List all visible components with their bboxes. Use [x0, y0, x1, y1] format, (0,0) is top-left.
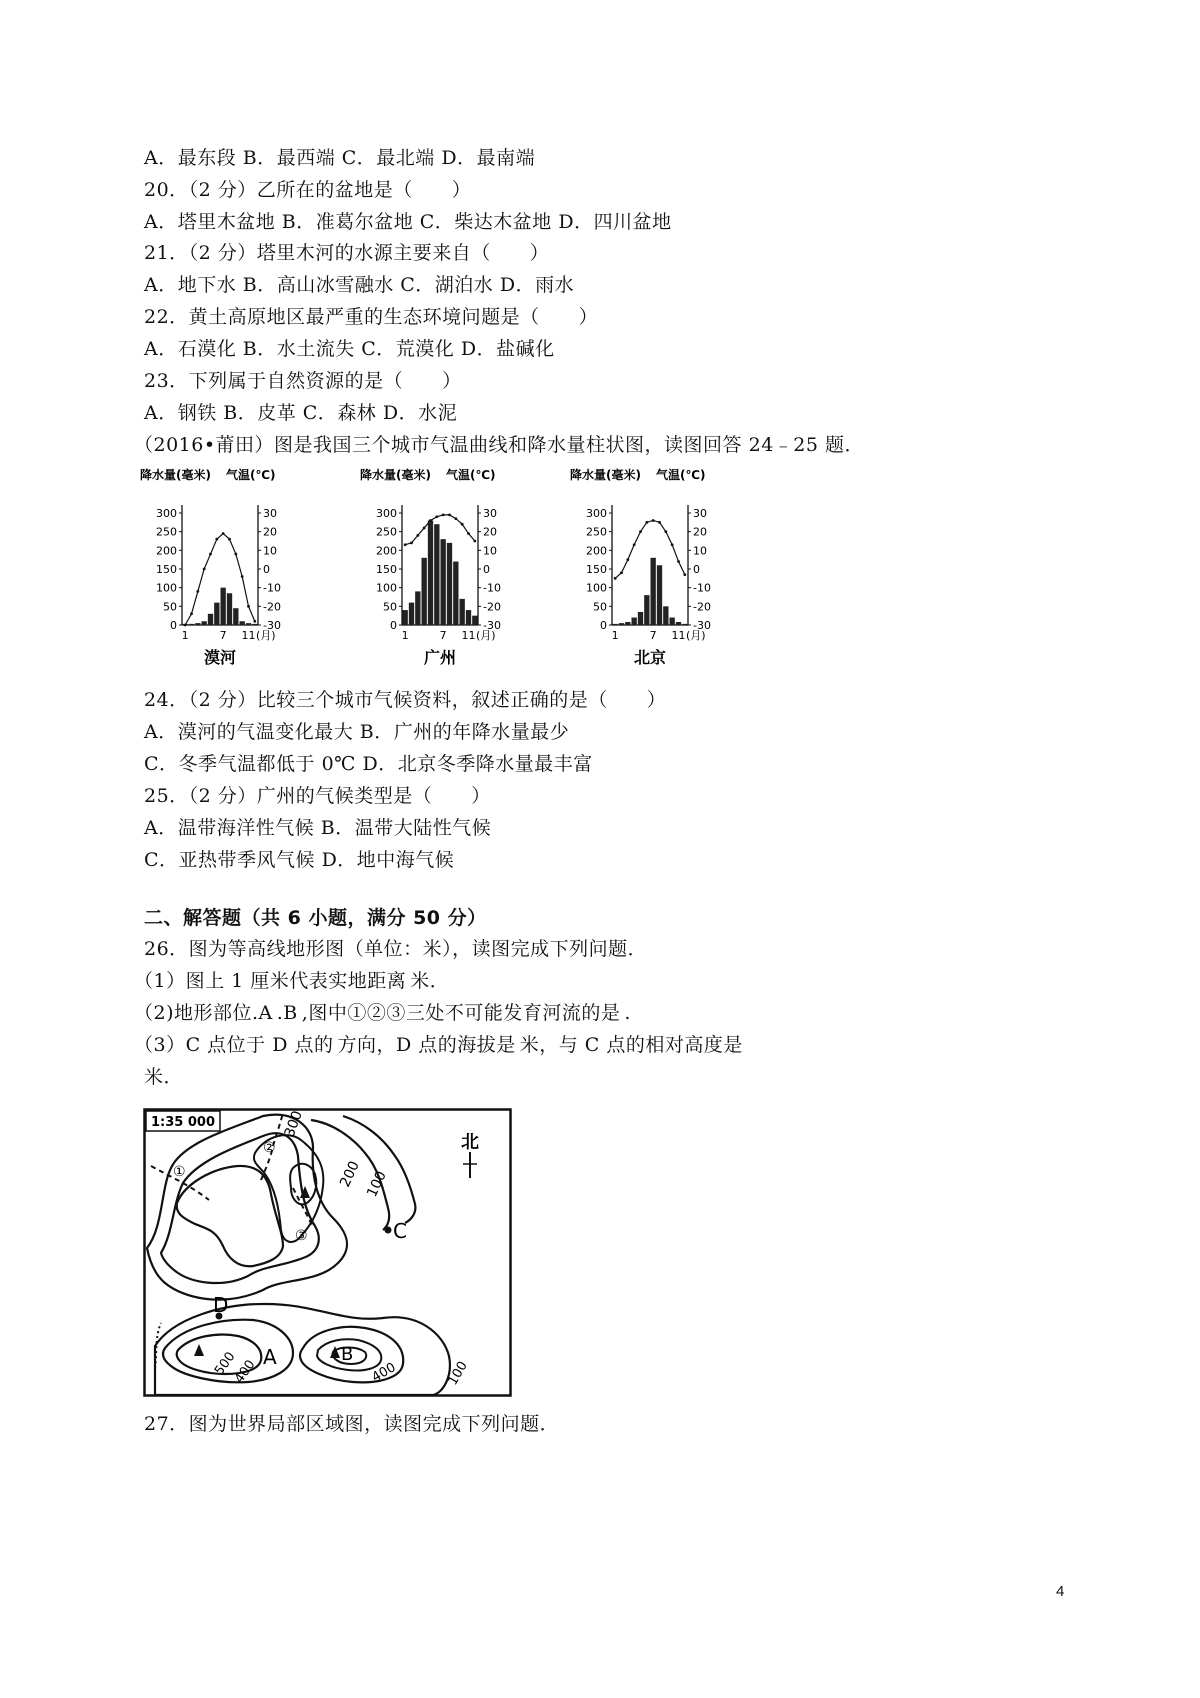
temp-tick-label: -10 [483, 581, 501, 595]
temp-point [253, 620, 256, 623]
city-name-label: 北京 [633, 648, 667, 667]
point-b-label: B [341, 1344, 354, 1365]
precip-bar [240, 621, 245, 625]
label-200: 200 [337, 1158, 363, 1190]
temp-point [664, 530, 667, 533]
temp-point [234, 553, 237, 556]
precip-bar [428, 520, 433, 625]
circled-one: ① [173, 1164, 186, 1180]
precip-tick-label: 50 [593, 600, 607, 614]
q21: 21．（2 分）塔里木河的水源主要来自（ ） [144, 242, 550, 264]
city-name-label: 漠河 [203, 648, 237, 667]
month-unit-label: (月) [476, 629, 496, 642]
precip-bar [682, 624, 687, 625]
precip-tick-label: 0 [600, 619, 607, 632]
circled-two: ② [263, 1140, 276, 1156]
temp-point [184, 624, 187, 627]
temp-point [442, 513, 445, 516]
precip-bar [460, 599, 465, 625]
q22: 22．黄土高原地区最严重的生态环境问题是（ ） [144, 306, 599, 328]
precip-bar [619, 623, 624, 625]
q26-3-unit: 米． [144, 1066, 184, 1088]
temp-tick-label: -20 [263, 600, 281, 614]
precip-bar [409, 603, 414, 625]
temp-tick-label: 10 [483, 544, 497, 558]
temp-tick-label: 20 [483, 525, 497, 539]
temp-point [633, 543, 636, 546]
q22-options: A．石漠化 B．水土流失 C．荒漠化 D．盐碱化 [144, 338, 555, 360]
q26-3-text-c: 米，与 C 点的相对高度是 [519, 1034, 743, 1056]
temp-tick-label: -30 [693, 619, 711, 632]
precip-bar [472, 616, 477, 625]
precip-bar [676, 622, 681, 625]
precip-bar [195, 623, 200, 625]
q23: 23．下列属于自然资源的是（ ） [144, 370, 462, 392]
precip-tick-label: 150 [376, 563, 397, 576]
section2-title: 二、解答题（共 6 小题，满分 50 分） [144, 907, 487, 929]
precip-bar [202, 621, 207, 625]
precip-bar [644, 595, 649, 625]
point-a-label: A [263, 1345, 277, 1369]
q23-options: A．钢铁 B．皮革 C．森林 D．水泥 [144, 402, 458, 424]
q24-25-intro: （2016•莆田）图是我国三个城市气温曲线和降水量柱状图，读图回答 24﹣25 题． [134, 434, 864, 456]
temp-point [614, 577, 617, 580]
temp-point [448, 513, 451, 516]
temp-point [467, 532, 470, 535]
precip-tick-label: 300 [376, 507, 397, 520]
precip-bar [252, 624, 257, 625]
point-d-label: D [213, 1293, 229, 1317]
q19-options: A．最东段 B．最西端 C．最北端 D．最南端 [144, 147, 536, 169]
climate-charts-svg [140, 465, 810, 675]
temp-point [677, 560, 680, 563]
temp-point [247, 605, 250, 608]
q25-options-1: A．温带海洋性气候 B．温带大陆性气候 [144, 817, 492, 839]
q24-options-1: A．漠河的气温变化最大 B．广州的年降水量最少 [144, 721, 570, 743]
contour-map-figure [143, 1108, 513, 1398]
temp-axis-title: 气温(℃) [656, 468, 706, 482]
precip-tick-label: 300 [156, 507, 177, 520]
temp-tick-label: -10 [263, 581, 281, 595]
temp-point [435, 515, 438, 518]
precip-bar [246, 623, 251, 625]
precip-bar [453, 562, 458, 625]
city-name-label: 广州 [423, 648, 457, 667]
precip-bar [447, 543, 452, 625]
precip-bar [670, 618, 675, 625]
temp-point [404, 543, 407, 546]
precip-tick-label: 100 [376, 581, 397, 595]
precip-tick-label: 100 [586, 581, 607, 595]
month-tick-label: 7 [219, 629, 227, 642]
temp-point [241, 575, 244, 578]
temp-point [209, 553, 212, 556]
q26-2-text-c: ,图中①②③三处不可能发育河流的是 [301, 1002, 621, 1024]
precip-tick-label: 150 [156, 563, 177, 576]
precip-tick-label: 150 [586, 563, 607, 576]
temp-tick-label: 30 [263, 507, 277, 520]
precip-tick-label: 300 [586, 507, 607, 520]
q26-2-text-a: （2)地形部位.A [134, 1002, 273, 1024]
temp-point [215, 538, 218, 541]
q26: 26．图为等高线地形图（单位：米），读图完成下列问题． [144, 938, 648, 960]
temp-curve [185, 534, 255, 625]
temp-tick-label: 20 [263, 525, 277, 539]
temp-point [228, 538, 231, 541]
month-unit-label: (月) [686, 629, 706, 642]
precip-bar [441, 539, 446, 625]
precip-bar [227, 593, 232, 625]
temp-tick-label: -30 [263, 619, 281, 632]
precip-tick-label: 100 [156, 581, 177, 595]
temp-point [658, 521, 661, 524]
temp-tick-label: 10 [263, 544, 277, 558]
precip-bar [415, 591, 420, 625]
temp-curve [405, 515, 475, 545]
climate-charts-figure [140, 465, 810, 675]
month-tick-label: 1 [401, 629, 409, 642]
precip-bar [632, 618, 637, 625]
label-100-south: 100 [445, 1358, 471, 1388]
temp-tick-label: 30 [483, 507, 497, 520]
q25-options-2: C．亚热带季风气候 D．地中海气候 [144, 849, 455, 871]
q26-1-text: （1）图上 1 厘米代表实地距离 [134, 970, 407, 992]
month-tick-label: 11 [241, 629, 256, 642]
precip-tick-label: 200 [376, 544, 397, 558]
circled-three: ③ [295, 1228, 308, 1244]
label-100-north: 100 [364, 1168, 390, 1200]
temp-curve [615, 520, 685, 578]
precip-tick-label: 50 [383, 600, 397, 614]
precip-bar [221, 588, 226, 625]
label-400-west: 400 [231, 1357, 259, 1387]
precip-bar [638, 612, 643, 625]
q26-2-text-d: . [624, 1002, 631, 1024]
q25: 25．（2 分）广州的气候类型是（ ） [144, 785, 491, 807]
temp-axis-title: 气温(℃) [226, 468, 276, 482]
temp-point [620, 571, 623, 574]
temp-tick-label: -10 [693, 581, 711, 595]
q21-options: A．地下水 B．高山冰雪融水 C．湖泊水 D．雨水 [144, 274, 575, 296]
q26-1-unit: 米． [410, 970, 450, 992]
temp-point [410, 541, 413, 544]
temp-point [461, 523, 464, 526]
q26-part3 [134, 1033, 747, 1057]
label-500: 500 [211, 1349, 239, 1379]
temp-point [652, 519, 655, 522]
precip-bar [422, 558, 427, 625]
precip-bar [214, 603, 219, 625]
precip-tick-label: 50 [163, 600, 177, 614]
precip-bar [189, 624, 194, 625]
temp-point [196, 590, 199, 593]
q26-3-text-b: 方向，D 点的海拔是 [337, 1034, 516, 1056]
precip-axis-title: 降水量(毫米) [570, 468, 641, 482]
precip-bar [613, 624, 618, 625]
month-tick-label: 11 [461, 629, 476, 642]
contour-map-svg [143, 1108, 513, 1398]
temp-point [222, 532, 225, 535]
precip-tick-label: 250 [376, 525, 397, 539]
precip-tick-label: 200 [156, 544, 177, 558]
temp-tick-label: -20 [483, 600, 501, 614]
month-tick-label: 11 [671, 629, 686, 642]
q26-2-text-b: .B [276, 1002, 298, 1024]
precip-axis-title: 降水量(毫米) [140, 468, 211, 482]
temp-point [190, 612, 193, 615]
temp-tick-label: -30 [483, 619, 501, 632]
page-number: 4 [1056, 1583, 1065, 1600]
temp-point [473, 540, 476, 543]
temp-point [683, 573, 686, 576]
precip-tick-label: 0 [390, 619, 397, 632]
month-unit-label: (月) [256, 629, 276, 642]
temp-tick-label: 0 [263, 563, 270, 576]
precip-axis-title: 降水量(毫米) [360, 468, 431, 482]
precip-bar [403, 610, 408, 625]
precip-tick-label: 250 [586, 525, 607, 539]
q27: 27．图为世界局部区域图，读图完成下列问题． [144, 1413, 560, 1435]
temp-point [423, 527, 426, 530]
north-label: 北 [461, 1132, 479, 1153]
precip-bar [466, 610, 471, 625]
precip-tick-label: 250 [156, 525, 177, 539]
precip-tick-label: 200 [586, 544, 607, 558]
label-300: 300 [281, 1108, 306, 1140]
temp-point [429, 519, 432, 522]
temp-tick-label: 0 [483, 563, 490, 576]
precip-bar [625, 622, 630, 625]
q26-part1 [134, 969, 449, 993]
point-c-label: C [393, 1219, 407, 1243]
temp-tick-label: 10 [693, 544, 707, 558]
month-tick-label: 1 [181, 629, 189, 642]
month-tick-label: 7 [649, 629, 657, 642]
point-c-marker [385, 1227, 392, 1234]
precip-bar [651, 558, 656, 625]
temp-point [626, 558, 629, 561]
q26-part2 [134, 1001, 631, 1025]
temp-axis-title: 气温(℃) [446, 468, 496, 482]
temp-point [645, 521, 648, 524]
q24: 24．（2 分）比较三个城市气候资料，叙述正确的是（ ） [144, 689, 667, 711]
temp-tick-label: 20 [693, 525, 707, 539]
temp-point [454, 517, 457, 520]
month-tick-label: 7 [439, 629, 447, 642]
temp-point [416, 534, 419, 537]
precip-bar [663, 606, 668, 625]
temp-point [203, 568, 206, 571]
month-tick-label: 1 [611, 629, 619, 642]
temp-point [639, 530, 642, 533]
precip-tick-label: 0 [170, 619, 177, 632]
temp-tick-label: 0 [693, 563, 700, 576]
temp-point [671, 543, 674, 546]
label-400-east: 400 [369, 1360, 399, 1386]
q24-options-2: C．冬季气温都低于 0℃ D．北京冬季降水量最丰富 [144, 753, 593, 775]
temp-tick-label: 30 [693, 507, 707, 520]
precip-bar [434, 524, 439, 625]
precip-bar [208, 614, 213, 625]
q26-3-text-a: （3）C 点位于 D 点的 [134, 1034, 334, 1056]
q20-options: A．塔里木盆地 B．准葛尔盆地 C．柴达木盆地 D．四川盆地 [144, 211, 672, 233]
precip-bar [657, 565, 662, 625]
q20: 20．（2 分）乙所在的盆地是（ ） [144, 179, 472, 201]
scale-text: 1:35 000 [151, 1115, 215, 1130]
temp-tick-label: -20 [693, 600, 711, 614]
precip-bar [233, 608, 238, 625]
